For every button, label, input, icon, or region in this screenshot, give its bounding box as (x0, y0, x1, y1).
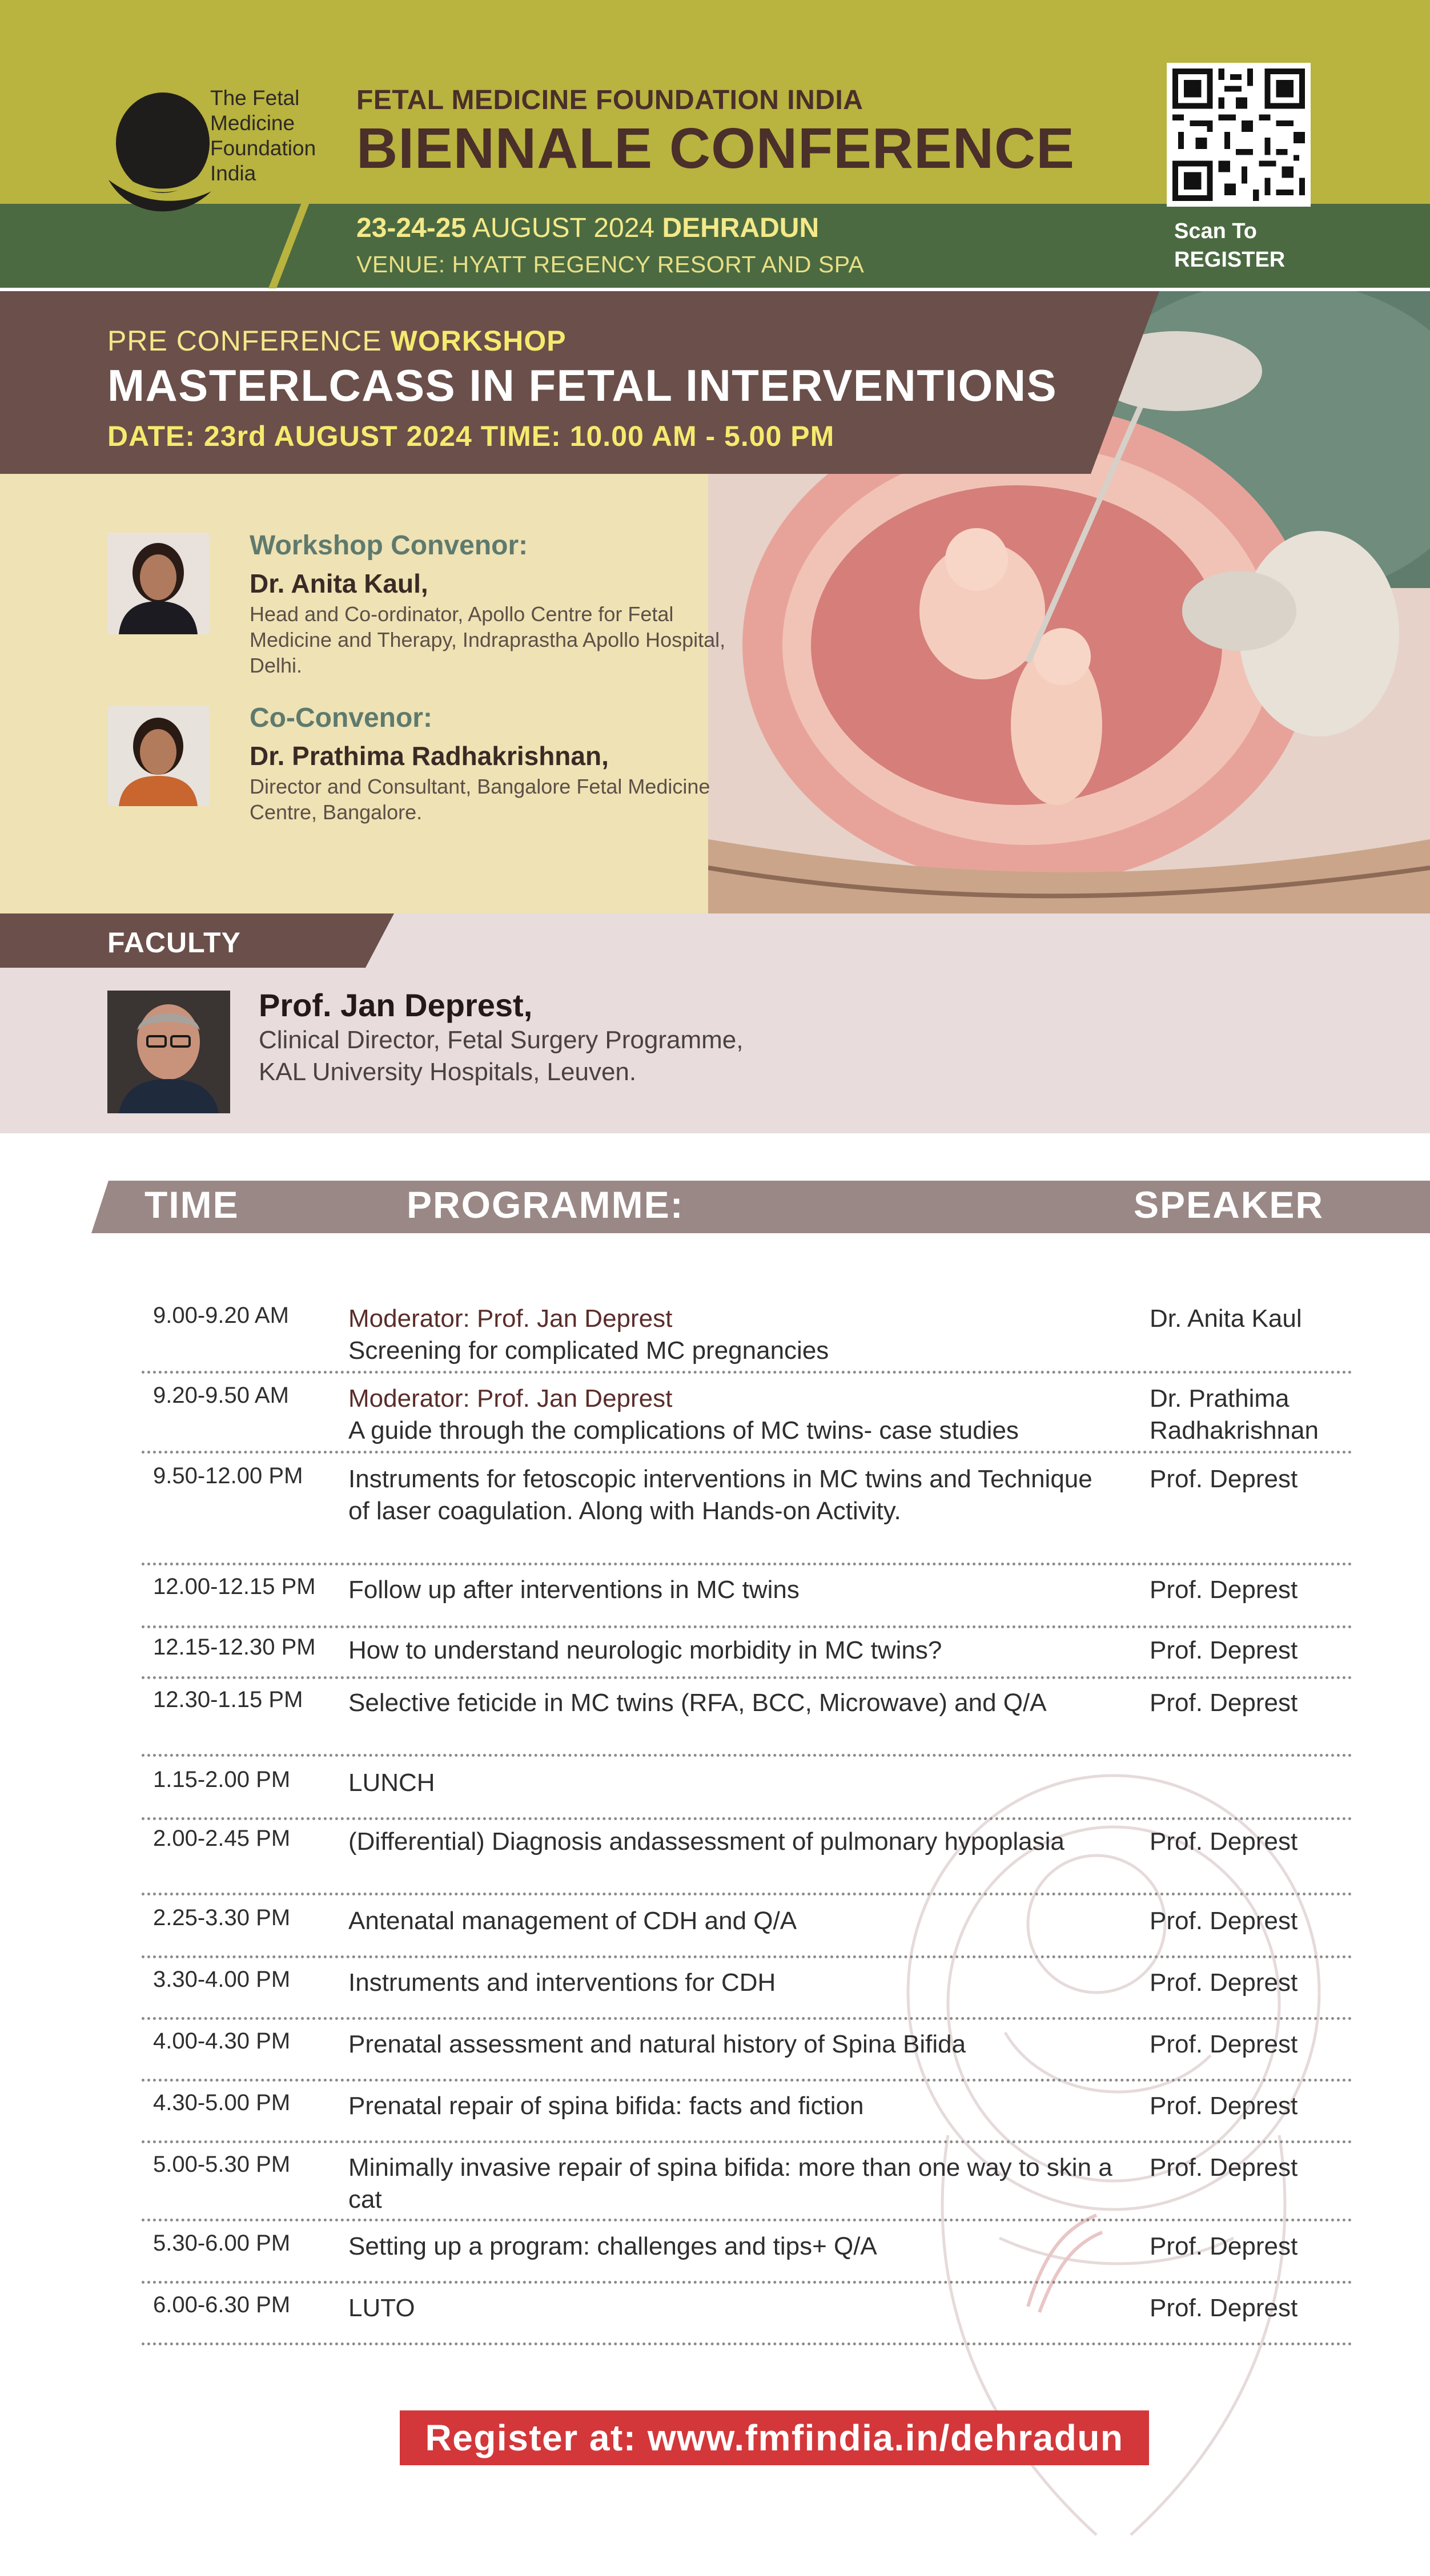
dates-city: DEHRADUN (662, 213, 820, 243)
row-programme (348, 1905, 1114, 1937)
conference-title: BIENNALE CONFERENCE (356, 116, 1075, 180)
row-title: Selective feticide in MC twins (RFA, BCC, Microwave) and Q/A (348, 1689, 1047, 1717)
co-convenor-name: Dr. Prathima Radhakrishnan, (250, 741, 609, 771)
workshop-date-time: DATE: 23rd AUGUST 2024 TIME: 10.00 AM - 5.00 PM (107, 420, 835, 452)
row-title: A guide through the complications of MC twins- case studies (348, 1416, 1019, 1444)
table-row (142, 2028, 1352, 2082)
faculty-label: FACULTY (107, 927, 241, 959)
dates-days: 23-24-25 (356, 213, 467, 243)
row-title: Instruments and interventions for CDH (348, 1969, 776, 1997)
scan-to-register-text: Scan To REGISTER (1174, 219, 1286, 272)
avatar (107, 533, 209, 634)
row-programme (348, 1463, 1114, 1527)
row-speaker: Prof. Deprest (1150, 2232, 1298, 2260)
row-title: (Differential) Diagnosis andassessment of pulmonary hypoplasia (348, 1828, 1065, 1855)
row-speaker: Prof. Deprest (1150, 1828, 1298, 1855)
venue-text: VENUE: HYATT REGENCY RESORT AND SPA (356, 251, 865, 277)
row-speaker: Prof. Deprest (1150, 1465, 1298, 1493)
dates-month: AUGUST 2024 (472, 213, 655, 243)
header-programme: PROGRAMME: (407, 1184, 684, 1226)
co-convenor-role: Co-Convenor: (250, 703, 432, 733)
row-speaker: Prof. Deprest (1150, 2030, 1298, 2058)
row-time: 6.00-6.30 PM (153, 2292, 291, 2317)
row-programme (348, 1303, 1114, 1367)
faculty-desc-line2: KAL University Hospitals, Leuven. (259, 1058, 637, 1086)
row-time: 12.15-12.30 PM (153, 1635, 316, 1660)
row-programme (348, 2090, 1114, 2122)
table-row (142, 1767, 1352, 1820)
row-title: Minimally invasive repair of spina bifida: more than one way to skin a cat (348, 2154, 1112, 2213)
row-time: 12.30-1.15 PM (153, 1687, 303, 1712)
row-programme (348, 2231, 1114, 2263)
convenor-name: Dr. Anita Kaul, (250, 569, 428, 598)
convenor-description: Head and Co-ordinator, Apollo Centre for Fetal Medicine and Therapy, Indraprastha Apollo Hospital, Delhi. (250, 602, 726, 677)
row-title: How to understand neurologic morbidity in MC twins? (348, 1636, 942, 1664)
row-programme (348, 1767, 1114, 1799)
table-row (142, 1687, 1352, 1757)
table-row (142, 1905, 1352, 1958)
row-speaker: Prof. Deprest (1150, 2294, 1298, 2322)
table-row (142, 2231, 1352, 2284)
row-speaker: Prof. Deprest (1150, 1576, 1298, 1604)
row-time: 5.30-6.00 PM (153, 2231, 291, 2256)
row-title: Follow up after interventions in MC twins (348, 1576, 800, 1604)
logo-text: The Fetal Medicine Foundation India (210, 86, 316, 185)
faculty-photo-jan-deprest (107, 991, 230, 1113)
convenor-block (250, 530, 729, 678)
row-time: 4.30-5.00 PM (153, 2090, 291, 2115)
row-speaker: Prof. Deprest (1150, 2154, 1298, 2181)
row-speaker: Dr. Prathima Radhakrishnan (1150, 1384, 1319, 1444)
table-row (142, 1463, 1352, 1565)
row-title: Prenatal assessment and natural history of Spina Bifida (348, 2030, 966, 2058)
convenor-role: Workshop Convenor: (250, 530, 528, 561)
table-row (142, 1574, 1352, 1628)
header-speaker: SPEAKER (1134, 1184, 1324, 1226)
row-time: 5.00-5.30 PM (153, 2152, 291, 2177)
row-title: Setting up a program: challenges and tips+ Q/A (348, 2232, 877, 2260)
row-time: 2.25-3.30 PM (153, 1905, 291, 1930)
row-time: 3.30-4.00 PM (153, 1967, 291, 1992)
row-programme (348, 1383, 1114, 1447)
register-link[interactable]: Register at: www.fmfindia.in/dehradun (400, 2410, 1149, 2465)
row-title: Antenatal management of CDH and Q/A (348, 1907, 797, 1935)
row-speaker: Prof. Deprest (1150, 1969, 1298, 1997)
row-moderator: Moderator: Prof. Jan Deprest (348, 1384, 673, 1412)
row-programme (348, 1635, 1114, 1667)
row-programme (348, 1574, 1114, 1606)
co-convenor-block (250, 702, 729, 825)
row-speaker: Dr. Anita Kaul (1150, 1305, 1302, 1333)
row-title: Instruments for fetoscopic interventions in MC twins and Technique of laser coagulation. Along with Hands-on Activity. (348, 1465, 1092, 1525)
row-programme (348, 1967, 1114, 1999)
workshop-title: MASTERLCASS IN FETAL INTERVENTIONS (107, 360, 1058, 410)
table-row (142, 2152, 1352, 2221)
conference-dates (356, 212, 819, 244)
row-time: 12.00-12.15 PM (153, 1574, 316, 1599)
row-title: Screening for complicated MC pregnancies (348, 1337, 829, 1365)
table-row (142, 1303, 1352, 1374)
faculty-name: Prof. Jan Deprest, (259, 987, 533, 1023)
row-title: LUNCH (348, 1769, 435, 1797)
table-row (142, 2090, 1352, 2143)
row-programme (348, 1687, 1114, 1719)
row-moderator: Moderator: Prof. Jan Deprest (348, 1305, 673, 1333)
table-row (142, 2292, 1352, 2345)
header-divider-slash (268, 203, 320, 288)
row-time: 4.00-4.30 PM (153, 2028, 291, 2054)
row-time: 9.50-12.00 PM (153, 1463, 303, 1488)
workshop-word: WORKSHOP (390, 325, 567, 357)
convenor-photo-prathima (107, 706, 209, 806)
row-speaker: Prof. Deprest (1150, 1689, 1298, 1717)
pre-conference-text: PRE CONFERENCE (107, 325, 382, 357)
org-name: FETAL MEDICINE FOUNDATION INDIA (356, 85, 863, 115)
avatar (107, 991, 230, 1113)
co-convenor-description: Director and Consultant, Bangalore Fetal Medicine Centre, Bangalore. (250, 775, 710, 824)
row-time: 1.15-2.00 PM (153, 1767, 291, 1792)
table-row (142, 1635, 1352, 1679)
row-title: Prenatal repair of spina bifida: facts and fiction (348, 2092, 864, 2120)
faculty-desc-line1: Clinical Director, Fetal Surgery Programme, (259, 1026, 744, 1054)
row-programme (348, 2292, 1114, 2324)
pre-conference-label (107, 324, 567, 357)
table-row (142, 1826, 1352, 1895)
avatar (107, 706, 209, 806)
header-time: TIME (144, 1184, 239, 1226)
convenor-photo-anita-kaul (107, 533, 209, 634)
row-programme (348, 2028, 1114, 2060)
row-speaker: Prof. Deprest (1150, 2092, 1298, 2120)
row-time: 2.00-2.45 PM (153, 1826, 291, 1851)
qr-code-icon[interactable] (1167, 63, 1311, 207)
row-programme (348, 2152, 1114, 2216)
row-time: 9.00-9.20 AM (153, 1303, 289, 1328)
table-row (142, 1967, 1352, 2020)
row-programme (348, 1826, 1114, 1858)
row-title: LUTO (348, 2294, 415, 2322)
faculty-description (259, 1024, 743, 1088)
row-time: 9.20-9.50 AM (153, 1383, 289, 1408)
table-row (142, 1383, 1352, 1454)
row-speaker: Prof. Deprest (1150, 1636, 1298, 1664)
row-speaker: Prof. Deprest (1150, 1907, 1298, 1935)
